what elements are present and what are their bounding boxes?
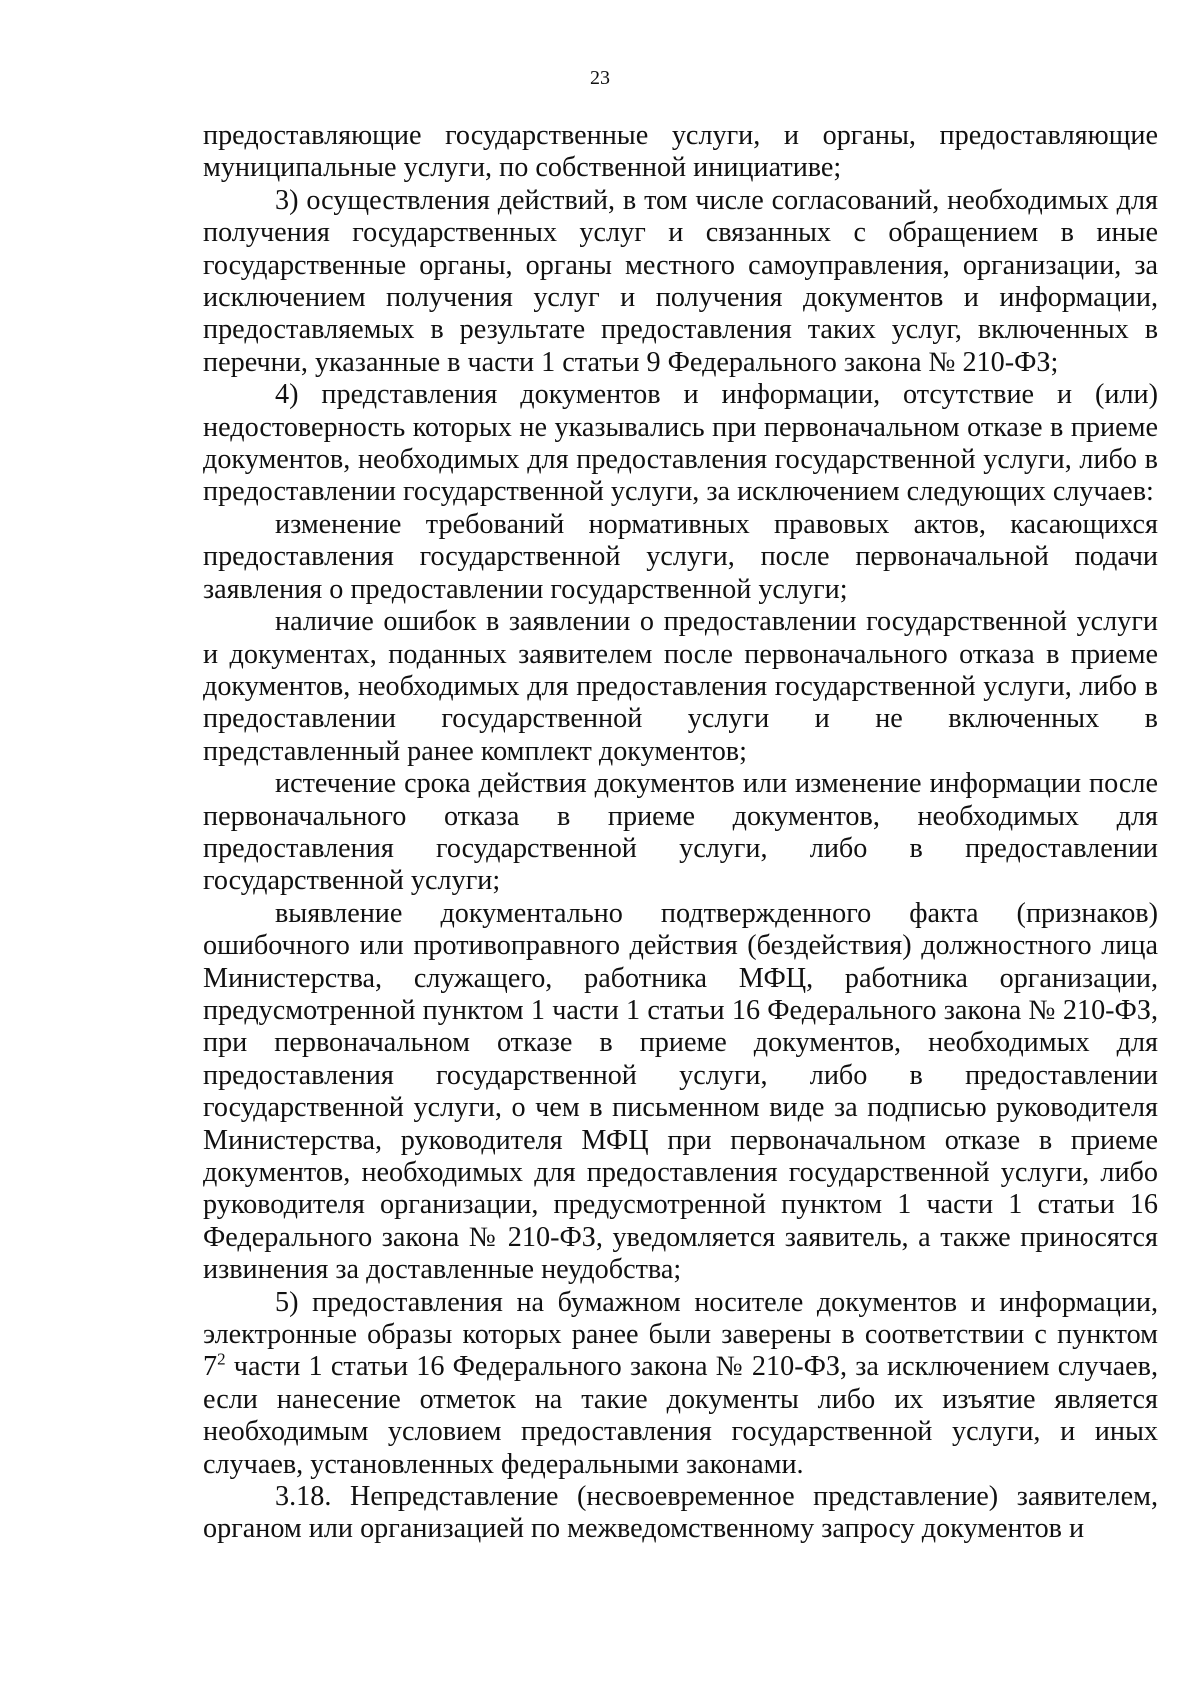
paragraph-exception-requirements-change: изменение требований нормативных правовых актов, касающихся предоставления государственной услуги, после первоначальной подачи заявления о предоставлении государственной услуги;	[203, 508, 1158, 605]
paragraph-item-4: 4) представления документов и информации, отсутствие и (или) недостоверность которых не указывались при первоначальном отказе в приеме документов, необходимых для предоставления государственной услуги, либо в предоставлении государственной услуги, за исключением следующих случаев:	[203, 379, 1158, 508]
superscript: 2	[217, 1350, 226, 1370]
document-body	[203, 120, 1158, 1546]
paragraph-exception-expiry: истечение срока действия документов или изменение информации после первоначального отказа в приеме документов, необходимых для предоставления государственной услуги, либо в предоставлении государственной услуги;	[203, 768, 1158, 897]
paragraph-exception-errors: наличие ошибок в заявлении о предоставлении государственной услуги и документах, поданных заявителем после первоначального отказа в приеме документов, необходимых для предоставления государственной услуги, либо в предоставлении государственной услуги и не включенных в	[203, 606, 1158, 735]
paragraph-exception-errors-tail: представленный ранее комплект документов;	[203, 735, 747, 767]
paragraph-section-3-18: 3.18. Непредставление (несвоевременное представление) заявителем, органом или организацией по межведомственному запросу документов и	[203, 1481, 1158, 1545]
paragraph-item-5	[203, 1287, 1158, 1481]
paragraph-item-5-part-1: 5) предоставления на бумажном носителе документов и информации, электронные образы которых ранее были заверены в соответствии с пунктом 7	[203, 1286, 1158, 1383]
page-number: 23	[590, 67, 610, 89]
paragraph-exception-violation: выявление документально подтвержденного факта (признаков) ошибочного или противоправного действия (бездействия) должностного лица Министерства, служащего, работника МФЦ, работника организации, предусмотренной пунктом 1 части 1 статьи 16 Федерального закона № 210-ФЗ, при первоначальном отказе в приеме документов, необходимых для предоставления государственной услуги, либо в предоставлении государственной услуги, о чем в письменном виде за подписью руководителя Министерства, руководителя МФЦ при первоначальном отказе в приеме документов, необходимых для предоставления государственной услуги, либо руководителя организации, предусмотренной пунктом 1 части 1 статьи 16 Федерального закона № 210-ФЗ, уведомляется заявитель, а также приносятся извинения за доставленные неудобства;	[203, 897, 1158, 1286]
paragraph-continuation: предоставляющие государственные услуги, и органы, предоставляющие муниципальные услуги, по собственной инициативе;	[203, 120, 1158, 184]
paragraph-item-3: 3) осуществления действий, в том числе согласований, необходимых для получения государственных услуг и связанных с обращением в иные государственные органы, органы местного самоуправления, организации, за исключением получения услуг и получения документов и информации, предоставляемых в результате предоставления таких услуг, включенных в перечни, указанные в части 1 статьи 9 Федерального закона № 210-ФЗ;	[203, 184, 1158, 378]
paragraph-item-5-part-2: части 1 статьи 16 Федерального закона № 210-ФЗ, за исключением случаев, если нанесение отметок на такие документы либо их изъятие является необходимым условием предоставления государственной услуги, и иных случаев, установленных федеральными законами.	[203, 1351, 1158, 1480]
